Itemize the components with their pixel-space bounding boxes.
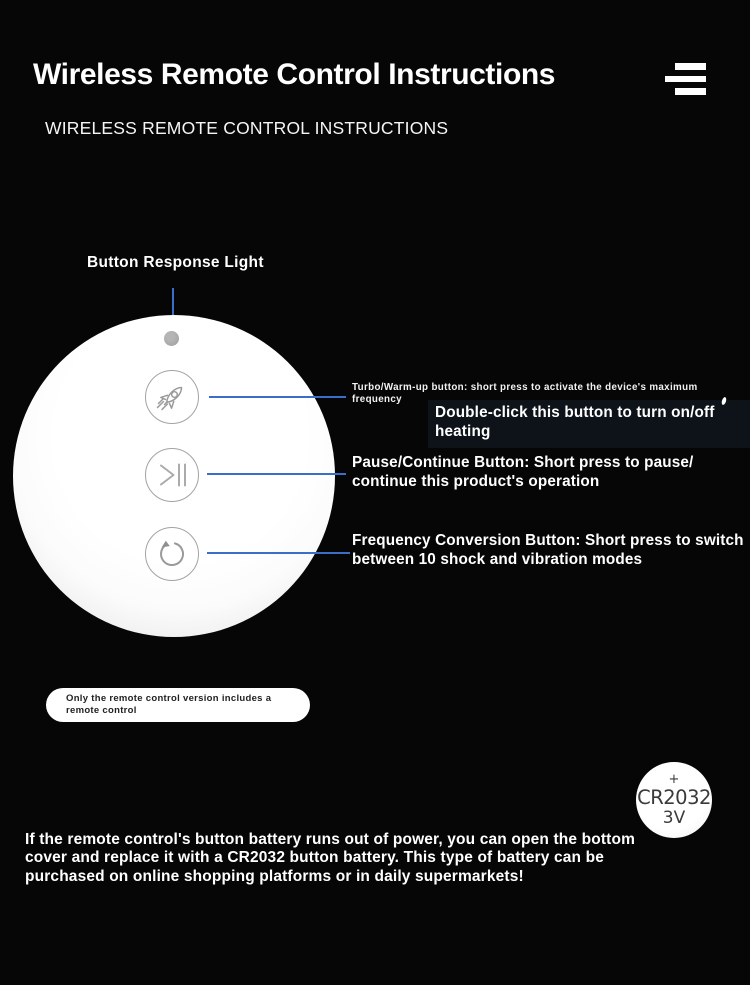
frequency-conversion-button xyxy=(145,527,199,581)
battery-voltage: 3V xyxy=(662,807,686,828)
turbo-annotation-line1: Turbo/Warm-up button: short press to activate the device's maximum xyxy=(352,382,698,393)
heating-annotation-line1: Double-click this button to turn on/off xyxy=(435,404,715,421)
frequency-annotation-line2: between 10 shock and vibration modes xyxy=(352,550,643,568)
rotate-ccw-icon xyxy=(145,527,199,581)
page-subtitle: WIRELESS REMOTE CONTROL INSTRUCTIONS xyxy=(45,118,449,138)
remote-version-note-line1: Only the remote control version includes a xyxy=(66,693,272,704)
callout-line-pause xyxy=(207,473,346,475)
heating-annotation xyxy=(435,404,714,441)
page-title: Wireless Remote Control Instructions xyxy=(33,58,556,91)
pause-annotation xyxy=(352,454,693,491)
play-pause-icon xyxy=(145,448,199,502)
battery-polarity: + xyxy=(668,771,680,787)
frequency-annotation-line1: Frequency Conversion Button: Short press to switch xyxy=(352,532,744,549)
battery-replacement-note-line3: purchased on online shopping platforms or in daily supermarkets! xyxy=(25,867,524,885)
menu-bar-top xyxy=(675,63,706,70)
led-indicator xyxy=(164,331,179,346)
pause-annotation-line1: Pause/Continue Button: Short press to pause/ xyxy=(352,454,694,471)
callout-line-turbo xyxy=(209,396,346,398)
coin-cell-battery xyxy=(636,762,712,838)
battery-replacement-note xyxy=(25,831,685,886)
hamburger-menu-icon xyxy=(665,63,706,95)
remote-version-note-line2: remote control xyxy=(66,704,137,716)
menu-bar-middle xyxy=(665,76,706,83)
pause-annotation-line2: continue this product's operation xyxy=(352,472,600,490)
frequency-annotation xyxy=(352,532,744,569)
battery-replacement-note-line2: cover and replace it with a CR2032 button battery. This type of battery can be xyxy=(25,849,605,867)
led-label: Button Response Light xyxy=(87,254,264,271)
turbo-button xyxy=(145,370,199,424)
menu-bar-bottom xyxy=(675,88,706,95)
rocket-icon xyxy=(145,370,199,424)
heating-annotation-line2: heating xyxy=(435,422,491,440)
battery-replacement-note-line1: If the remote control's button battery runs out of power, you can open the bottom xyxy=(25,831,636,848)
callout-line-frequency xyxy=(207,552,350,554)
turbo-annotation-line2: frequency xyxy=(352,394,402,405)
remote-version-note xyxy=(46,688,310,722)
pause-continue-button xyxy=(145,448,199,502)
battery-model: CR2032 xyxy=(637,785,711,809)
